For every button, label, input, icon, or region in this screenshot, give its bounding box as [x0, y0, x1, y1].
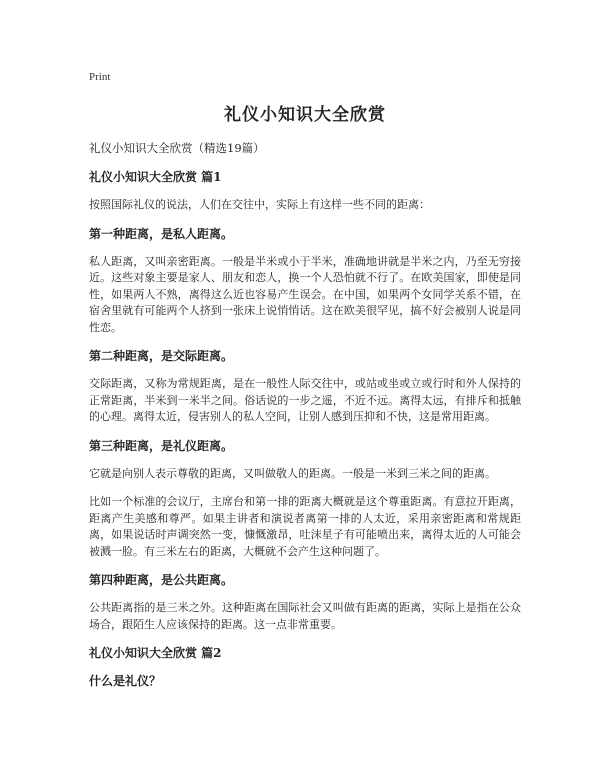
distance-4-heading: 第四种距离，是公共距离。 — [89, 573, 234, 587]
distance-3-paragraph-1: 它就是向别人表示尊敬的距离，又叫做敬人的距离。一般是一米到三米之间的距离。 — [89, 466, 496, 480]
distance-1-heading: 第一种距离，是私人距离。 — [89, 226, 234, 241]
section-1-heading: 礼仪小知识大全欣赏 篇1 — [89, 170, 222, 184]
print-link[interactable]: Print — [89, 71, 111, 83]
distance-2-paragraph: 交际距离，又称为常规距离，是在一般性人际交往中，或站或坐或立或行时和外人保持的正常距离，半米到一米半之间。俗话说的一步之遥，不近不远。离得太远，有排斥和抵触的心理。离得太近，侵害别人的私人空间，让别人感到压抑和不快，这是常用距离。 — [89, 377, 521, 423]
section-2-heading: 礼仪小知识大全欣赏 篇2 — [89, 646, 222, 660]
section-1-intro: 按照国际礼仪的说法，人们在交往中，实际上有这样一些不同的距离： — [89, 198, 430, 211]
distance-4-paragraph: 公共距离指的是三米之外。这种距离在国际社会又叫做有距离的距离，实际上是指在公众场合，跟陌生人应该保持的距离。这一点非常重要。 — [89, 601, 521, 631]
distance-3-paragraph-2: 比如一个标准的会议厅，主席台和第一排的距离大概就是这个尊重距离。有意拉开距离，距离产生美感和尊严。如果主讲者和演说者离第一排的人太近，采用亲密距离和常规距离，如果说话时声调突然一变，慷慨激昂，吐沫星子有可能喷出来，离得太近的人可能会被溅一脸。有三米左右的距离，大概就不会产生这种问题了。 — [89, 495, 521, 558]
document-page — [89, 70, 521, 701]
document-subtitle: 礼仪小知识大全欣赏（精选19篇） — [89, 141, 265, 155]
what-is-etiquette-heading: 什么是礼仪？ — [89, 674, 162, 688]
page-title: 礼仪小知识大全欣赏 — [224, 105, 386, 125]
distance-2-heading: 第二种距离，是交际距离。 — [89, 349, 234, 363]
distance-1-paragraph: 私人距离，又叫亲密距离。一般是半米或小于半米，准确地讲就是半米之内，乃至无穷接近。这些对象主要是家人、朋友和恋人，换一个人恐怕就不行了。在欧美国家，即使是同性，如果两人不熟，离得这么近也容易产生误会。在中国，如果两个女同学关系不错，在宿舍里就有可能两个人挤到一张床上说悄悄话。这在欧美很罕见，搞不好会被别人说是同性恋。 — [89, 254, 521, 334]
distance-3-heading: 第三种距离，是礼仪距离。 — [89, 438, 234, 453]
